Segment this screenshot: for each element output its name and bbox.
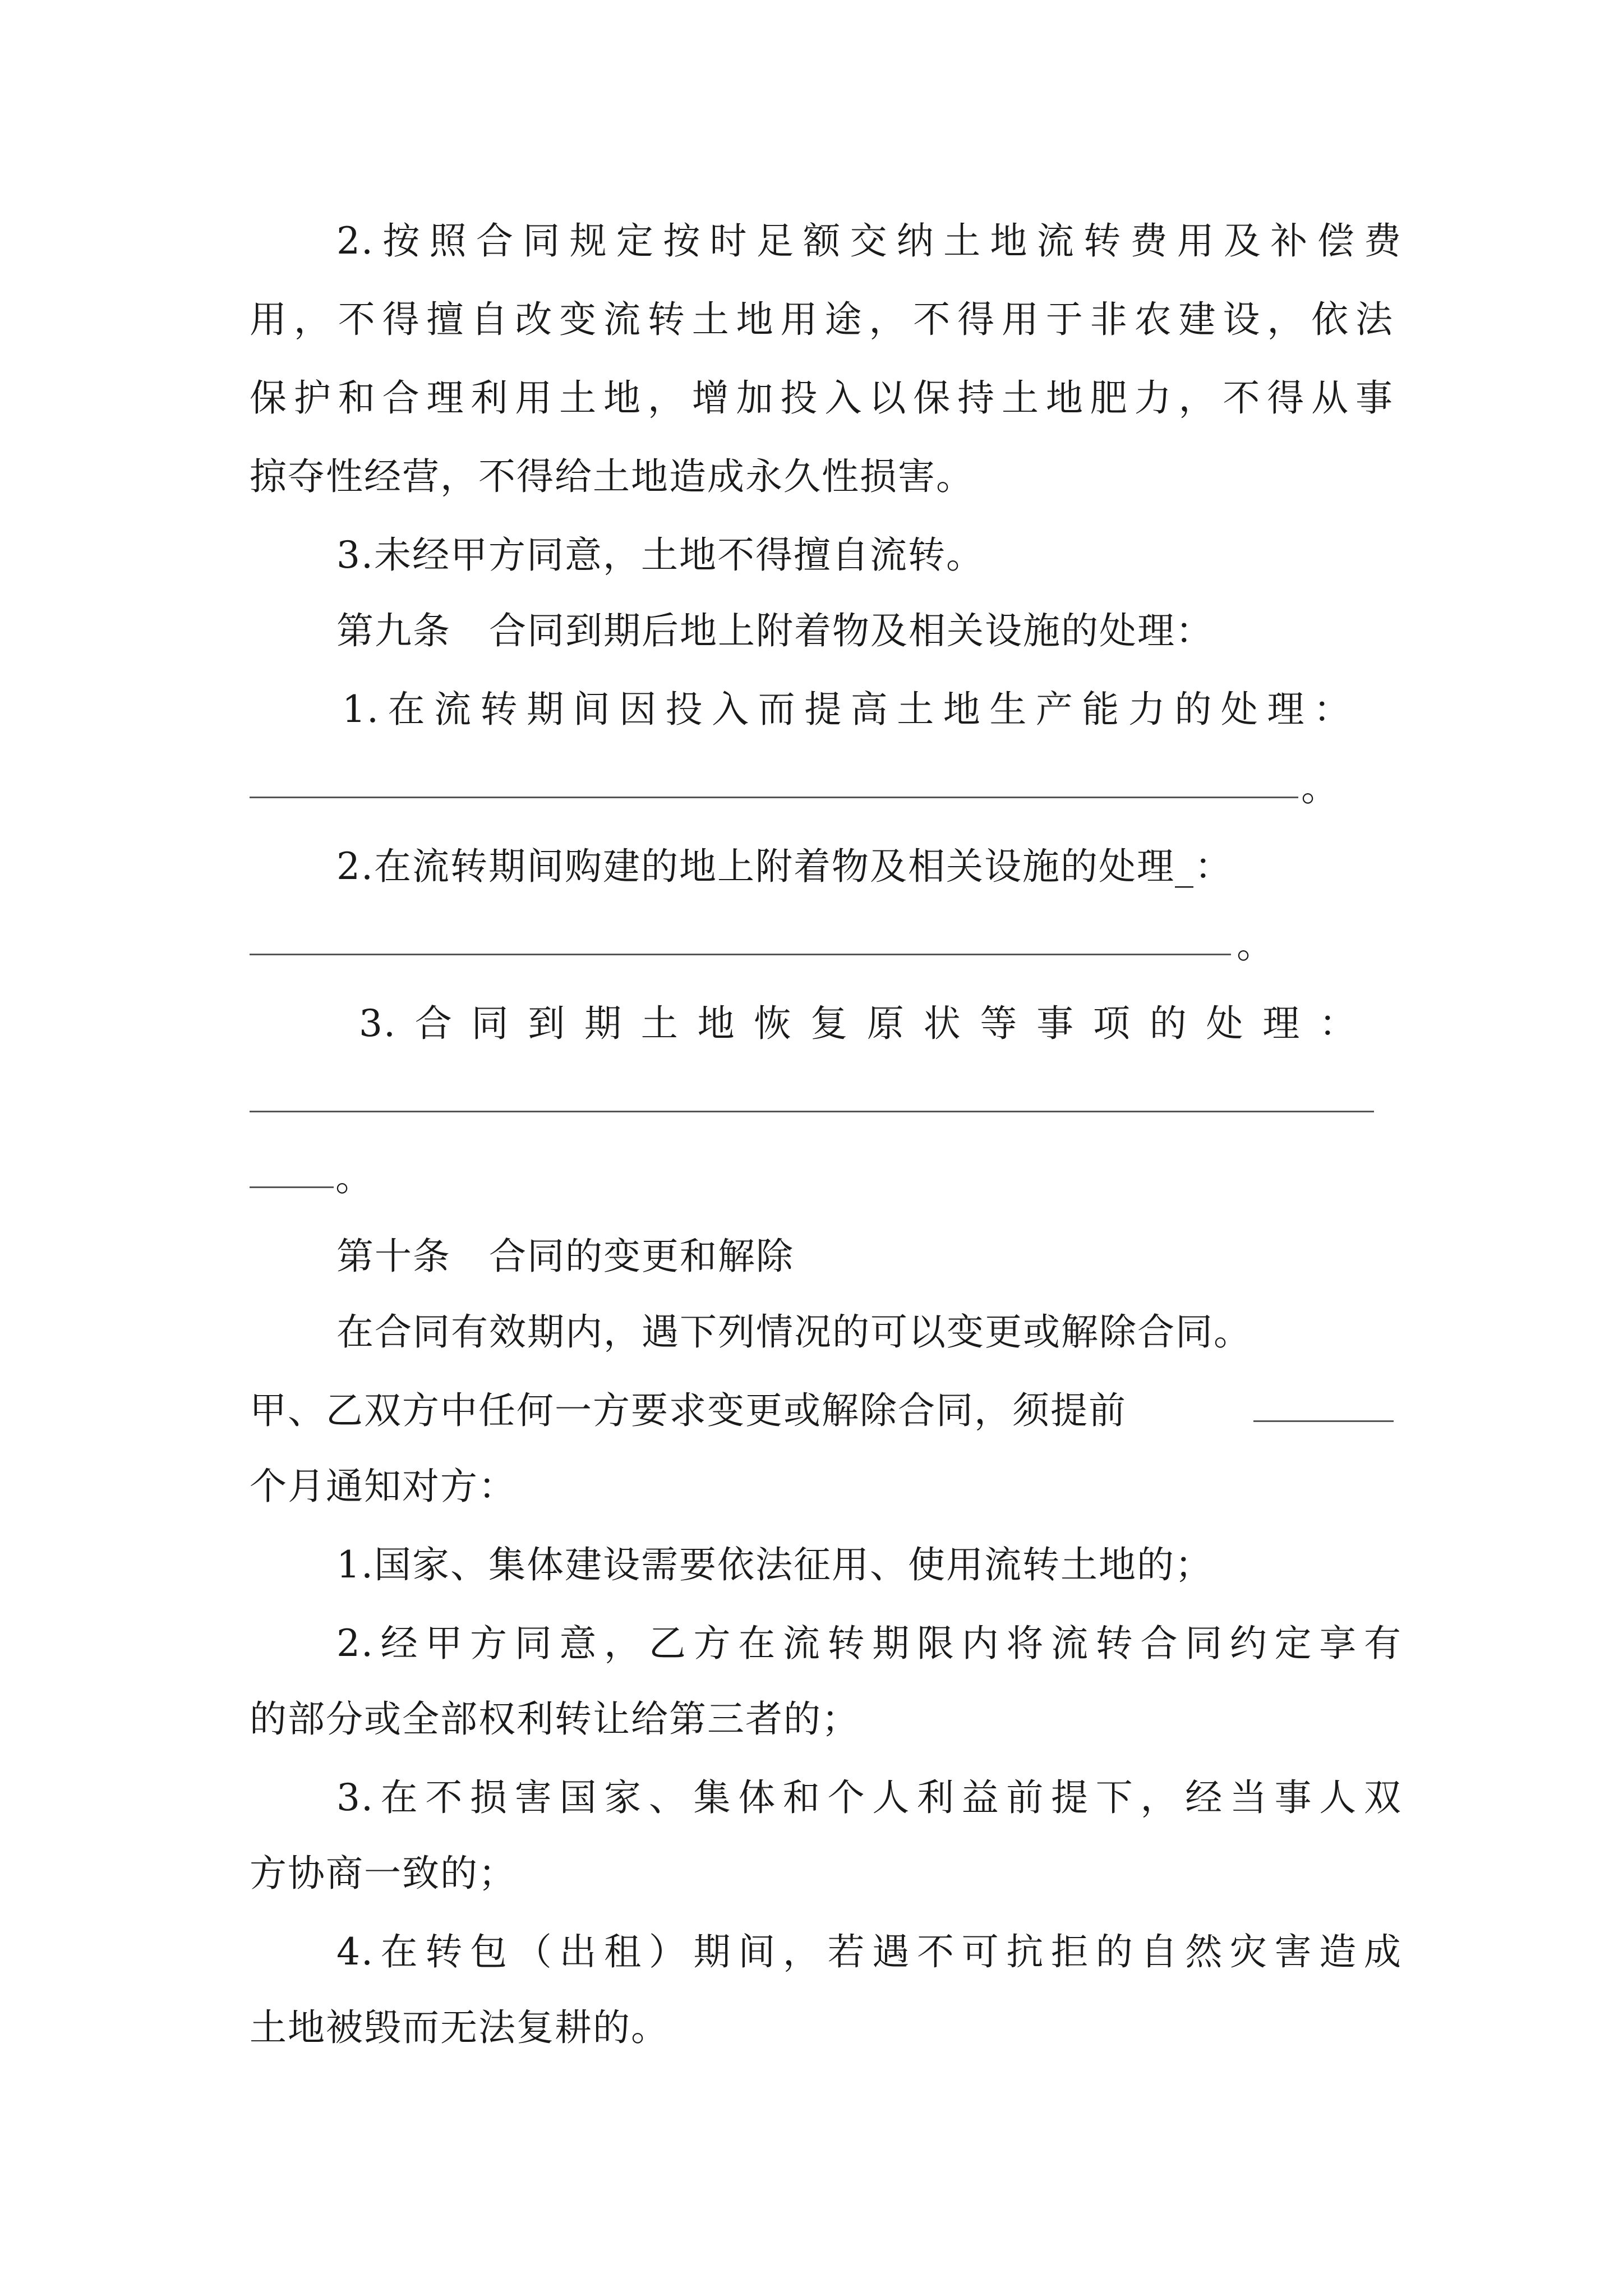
list-item: 4.在转包（出租）期间，若遇不可抗拒的自然灾害造成: [336, 1930, 1402, 1973]
fill-in-blank: [250, 1111, 1374, 1112]
paragraph-line: 个月通知对方：: [250, 1465, 517, 1508]
period-mark: 。: [1237, 923, 1274, 967]
list-item-continuation: 的部分或全部权利转让给第三者的；: [250, 1697, 860, 1741]
paragraph-line: 保护和合理利用土地，增加投入以保持土地肥力，不得从事: [250, 376, 1394, 420]
list-item: 1.国家、集体建设需要依法征用、使用流转土地的；: [336, 1543, 1213, 1586]
article-9-item-3: 3.合同到期土地恢复原状等事项的处理：: [359, 1002, 1357, 1045]
fill-in-blank: [250, 1186, 334, 1188]
fill-in-blank: [250, 954, 1231, 955]
article-9-item-2: 2.在流转期间购建的地上附着物及相关设施的处理_：: [336, 845, 1233, 888]
fill-in-blank: [250, 797, 1298, 798]
list-item-continuation: 方协商一致的；: [250, 1852, 517, 1895]
paragraph-line: 甲、乙双方中任何一方要求变更或解除合同，须提前: [250, 1389, 1127, 1432]
fill-in-blank: [1253, 1420, 1394, 1422]
article-9-title: 第九条 合同到期后地上附着物及相关设施的处理：: [336, 609, 1214, 652]
list-item-continuation: 土地被毁而无法复耕的。: [250, 2006, 669, 2049]
paragraph-line: 2.按照合同规定按时足额交纳土地流转费用及补偿费: [336, 219, 1402, 263]
paragraph-line: 掠夺性经营，不得给土地造成永久性损害。: [250, 455, 974, 498]
paragraph-line: 3.未经甲方同意，土地不得擅自流转。: [336, 533, 984, 577]
period-mark: 。: [335, 1156, 372, 1199]
period-mark: 。: [1301, 766, 1338, 809]
article-10-title: 第十条 合同的变更和解除: [336, 1235, 794, 1278]
paragraph-line: 在合同有效期内，遇下列情况的可以变更或解除合同。: [336, 1310, 1252, 1354]
article-9-item-1: 1.在流转期间因投入而提高土地生产能力的处理：: [342, 688, 1352, 731]
paragraph-line: 用，不得擅自改变流转土地用途，不得用于非农建设，依法: [250, 298, 1394, 341]
list-item: 3.在不损害国家、集体和个人利益前提下，经当事人双: [336, 1776, 1402, 1819]
list-item: 2.经甲方同意，乙方在流转期限内将流转合同约定享有: [336, 1622, 1402, 1665]
